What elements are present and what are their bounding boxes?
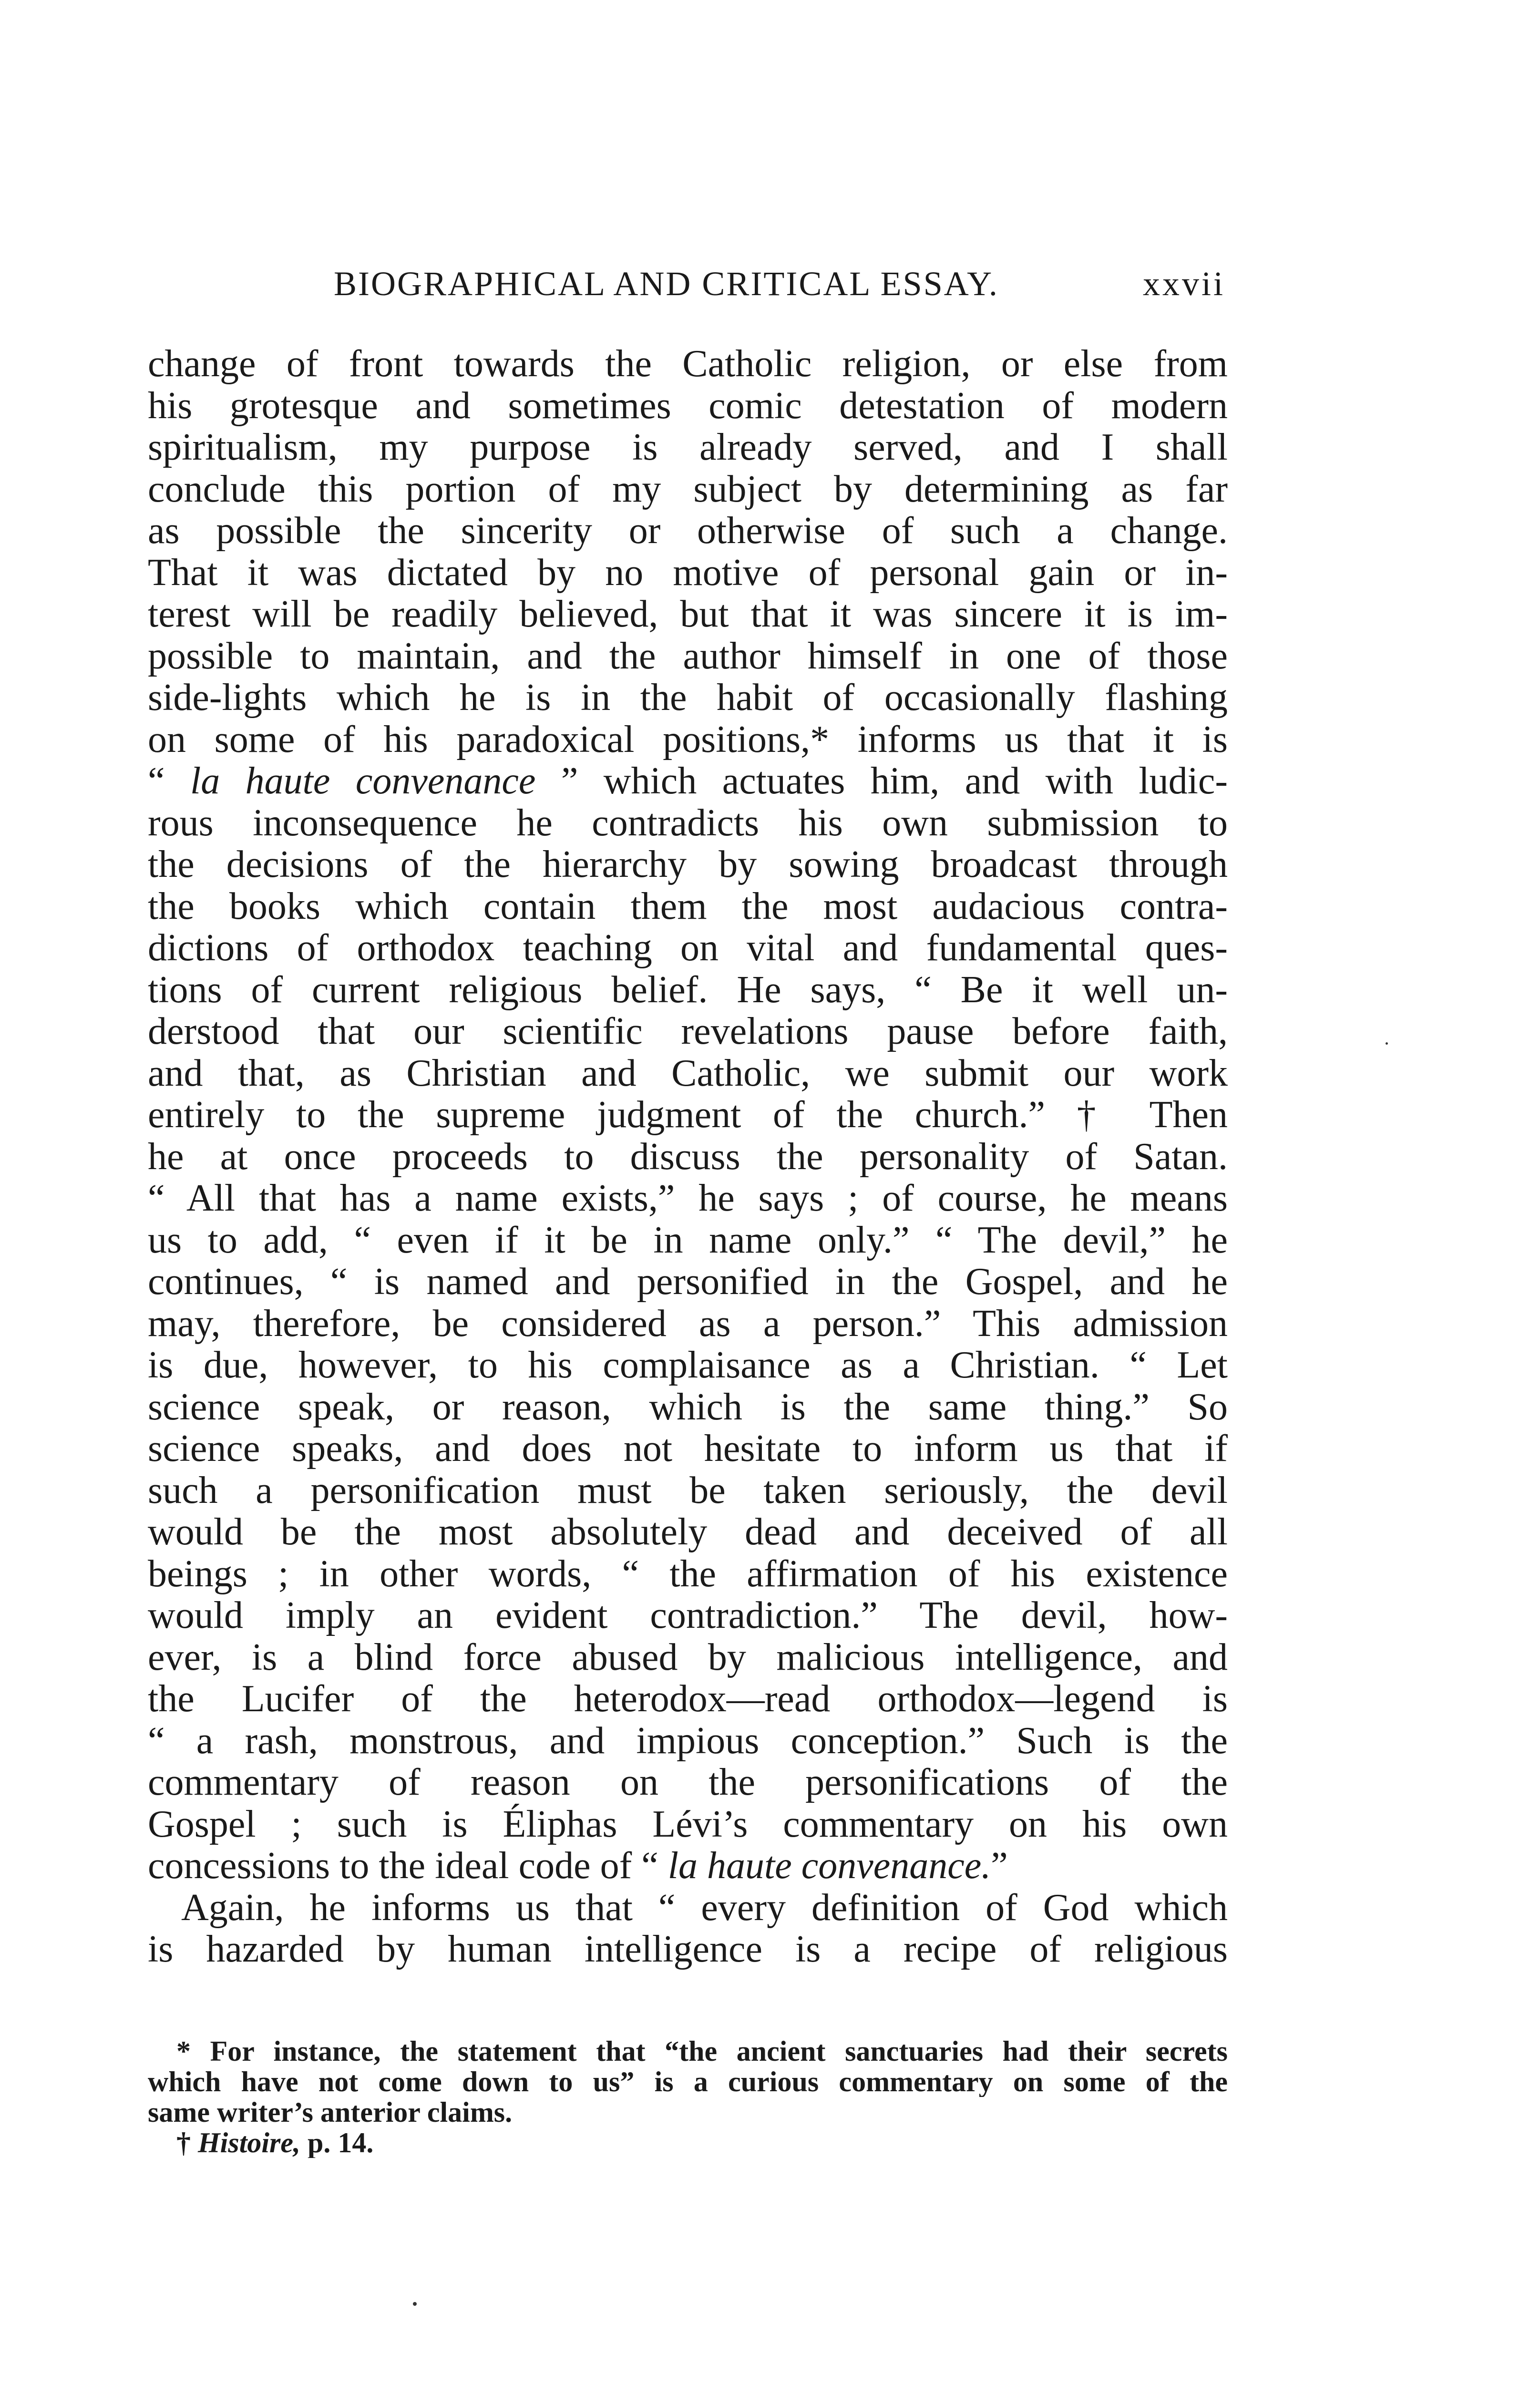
text-line: would be the most absolutely dead and deceived of all [148,1511,1228,1553]
print-speck [1386,1042,1388,1045]
line-remainder: ” which actuates him, and with ludic- [535,760,1228,802]
text-line: Gospel ; such is Éliphas Lévi’s commentary on his own [148,1803,1228,1845]
text-line: “ a rash, monstrous, and impious conception.” Such is the [148,1720,1228,1762]
text-line: he at once proceeds to discuss the personality of Satan. [148,1136,1228,1178]
footnotes [148,2036,1228,2158]
text-line: “ All that has a name exists,” he says ; of course, he means [148,1178,1228,1219]
text-line: his grotesque and sometimes comic detestation of modern [148,385,1228,427]
print-speck [413,2302,417,2306]
text-line: science speaks, and does not hesitate to inform us that if [148,1428,1228,1469]
italic-phrase: la haute convenance. [667,1845,991,1887]
text-line: dictions of orthodox teaching on vital and fundamental ques- [148,927,1228,969]
text-line: is due, however, to his complaisance as a Christian. “ Let [148,1345,1228,1386]
text-line-with-italic [148,1845,1228,1887]
footnote-line: same writer’s anterior claims. [148,2097,513,2127]
text-line: the books which contain them the most audacious contra- [148,885,1228,927]
page-number: xxvii [1142,265,1225,303]
footnote-line: * For instance, the statement that “the ancient sanctuaries had their secrets [176,2036,1228,2066]
text-line: tions of current religious belief. He says, “ Be it well un- [148,969,1228,1011]
text-line: is hazarded by human intelligence is a recipe of religious [148,1929,1228,1970]
text-line: the Lucifer of the heterodox—read orthodox—legend is [148,1678,1228,1720]
text-line: the decisions of the hierarchy by sowing broadcast through [148,844,1228,885]
italic-phrase: Histoire, [198,2127,301,2158]
running-head [334,260,1225,308]
text-line: as possible the sincerity or otherwise of such a change. [148,510,1228,552]
text-line: and that, as Christian and Catholic, we submit our work [148,1052,1228,1094]
text-line: on some of his paradoxical positions,* informs us that it is [148,719,1228,760]
text-line: commentary of reason on the personifications of the [148,1762,1228,1803]
text-line: derstood that our scientific revelations pause before faith, [148,1011,1228,1052]
footnote-line-with-italic [148,2127,1228,2158]
text-line: ever, is a blind force abused by malicious intelligence, and [148,1636,1228,1678]
text-line: continues, “ is named and personified in the Gospel, and he [148,1261,1228,1303]
italic-phrase: la haute convenance [190,760,536,802]
text-line: may, therefore, be considered as a person.” This admission [148,1303,1228,1345]
footnote-line: which have not come down to us” is a curious commentary on some of the [148,2066,1228,2097]
text-line: possible to maintain, and the author himself in one of those [148,635,1228,677]
text-line-with-italic [148,760,1228,802]
text-line: science speak, or reason, which is the same thing.” So [148,1386,1228,1428]
text-line: beings ; in other words, “ the affirmation of his existence [148,1553,1228,1595]
text-line: rous inconsequence he contradicts his own submission to [148,802,1228,844]
text-line: That it was dictated by no motive of personal gain or in- [148,552,1228,594]
line-start: concessions to the ideal code of “ [148,1845,668,1887]
text-line-paragraph-start: Again, he informs us that “ every definition of God which [181,1887,1228,1929]
running-head-title: BIOGRAPHICAL AND CRITICAL ESSAY. [334,265,999,303]
body-text [148,343,1228,1971]
text-line: side-lights which he is in the habit of occasionally flashing [148,677,1228,719]
text-line: terest will be readily believed, but that it was sincere it is im- [148,594,1228,635]
dagger-mark: † [176,2127,198,2158]
text-line: change of front towards the Catholic religion, or else from [148,343,1228,385]
text-line: spiritualism, my purpose is already served, and I shall [148,427,1228,468]
text-line: entirely to the supreme judgment of the church.” † Then [148,1094,1228,1136]
text-line: us to add, “ even if it be in name only.” “ The devil,” he [148,1219,1228,1261]
close-quote: ” [991,1845,1008,1887]
text-line: such a personification must be taken seriously, the devil [148,1469,1228,1511]
text-line: would imply an evident contradiction.” The devil, how- [148,1595,1228,1636]
open-quote: “ [148,760,190,802]
footnote-page-ref: p. 14. [300,2127,374,2158]
text-line: conclude this portion of my subject by determining as far [148,468,1228,510]
